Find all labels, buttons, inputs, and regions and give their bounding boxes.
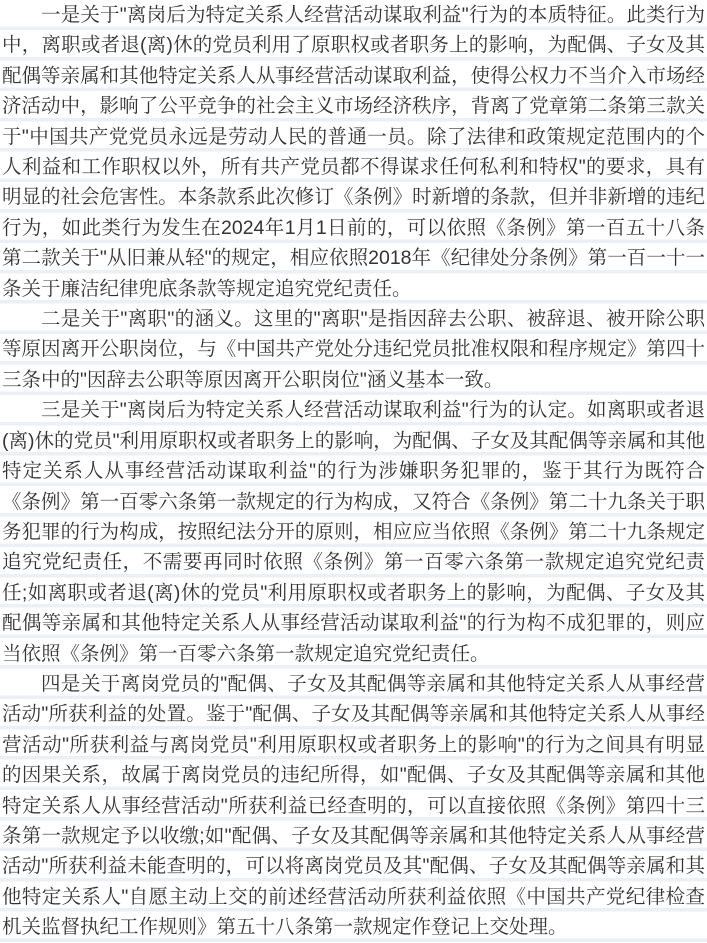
paragraph-gains-disposal: 四是关于离岗党员的"配偶、子女及其配偶等亲属和其他特定关系人从事经营活动"所获利益的处置。鉴于"配偶、子女及其配偶等亲属和其他特定关系人从事经营活动"所获利益与离岗党员"利用原职权或者职务上的影响"的行为之间具有明显的因果关系，故属于离岗党员的违纪所得，如"配偶、子女及其配偶等亲属和其他特定关系人从事经营活动"所获利益已经查明的，可以直接依照《条例》第四十三条第一款规定予以收缴;如"配偶、子女及其配偶等亲属和其他特定关系人从事经营活动"所获利益未能查明的，可以将离岗党员及其"配偶、子女及其配偶等亲属和其他特定关系人"自愿主动上交的前述经营活动所获利益依照《中国共产党纪律检查机关监督执纪工作规则》第五十八条第一款规定作登记上交处理。 xyxy=(2,672,705,939)
paragraph-conduct-determination: 三是关于"离岗后为特定关系人经营活动谋取利益"行为的认定。如离职或者退(离)休的党员"利用原职权或者职务上的影响，为配偶、子女及其配偶等亲属和其他特定关系人从事经营活动谋取利益"的行为涉嫌职务犯罪的，鉴于其行为既符合《条例》第一百零六条第一款规定的行为构成，又符合《条例》第二十九条关于职务犯罪的行为构成，按照纪法分开的原则，相应应当依照《条例》第二十九条规定追究党纪责任，不需要再同时依照《条例》第一百零六条第一款规定追究党纪责任;如离职或者退(离)休的党员"利用原职权或者职务上的影响，为配偶、子女及其配偶等亲属和其他特定关系人从事经营活动谋取利益"的行为构不成犯罪的，则应当依照《条例》第一百零六条第一款规定追究党纪责任。 xyxy=(2,399,705,665)
paragraph-essential-characteristics: 一是关于"离岗后为特定关系人经营活动谋取利益"行为的本质特征。此类行为中，离职或者退(离)休的党员利用了原职权或者职务上的影响，为配偶、子女及其配偶等亲属和其他特定关系人从事经营活动谋取利益，使得公权力不当介入市场经济活动中，影响了公平竞争的社会主义市场经济秩序，背离了党章第二条第三款关于"中国共产党党员永远是劳动人民的普通一员。除了法律和政策规定范围内的个人利益和工作职权以外，所有共产党员都不得谋求任何私利和特权"的要求，具有明显的社会危害性。本条款系此次修订《条例》时新增的条款，但并非新增的违纪行为，如此类行为发生在2024年1月1日前的，可以依照《条例》第一百五十八条第二款关于"从旧兼从轻"的规定，相应依照2018年《纪律处分条例》第一百一十一条关于廉洁纪律兜底条款等规定追究党纪责任。 xyxy=(2,4,705,300)
paragraph-lizhi-meaning: 二是关于"离职"的涵义。这里的"离职"是指因辞去公职、被辞退、被开除公职等原因离开公职岗位，与《中国共产党处分违纪党员批准权限和程序规定》第四十三条中的"因辞去公职等原因离开公职岗位"涵义基本一致。 xyxy=(2,308,705,391)
